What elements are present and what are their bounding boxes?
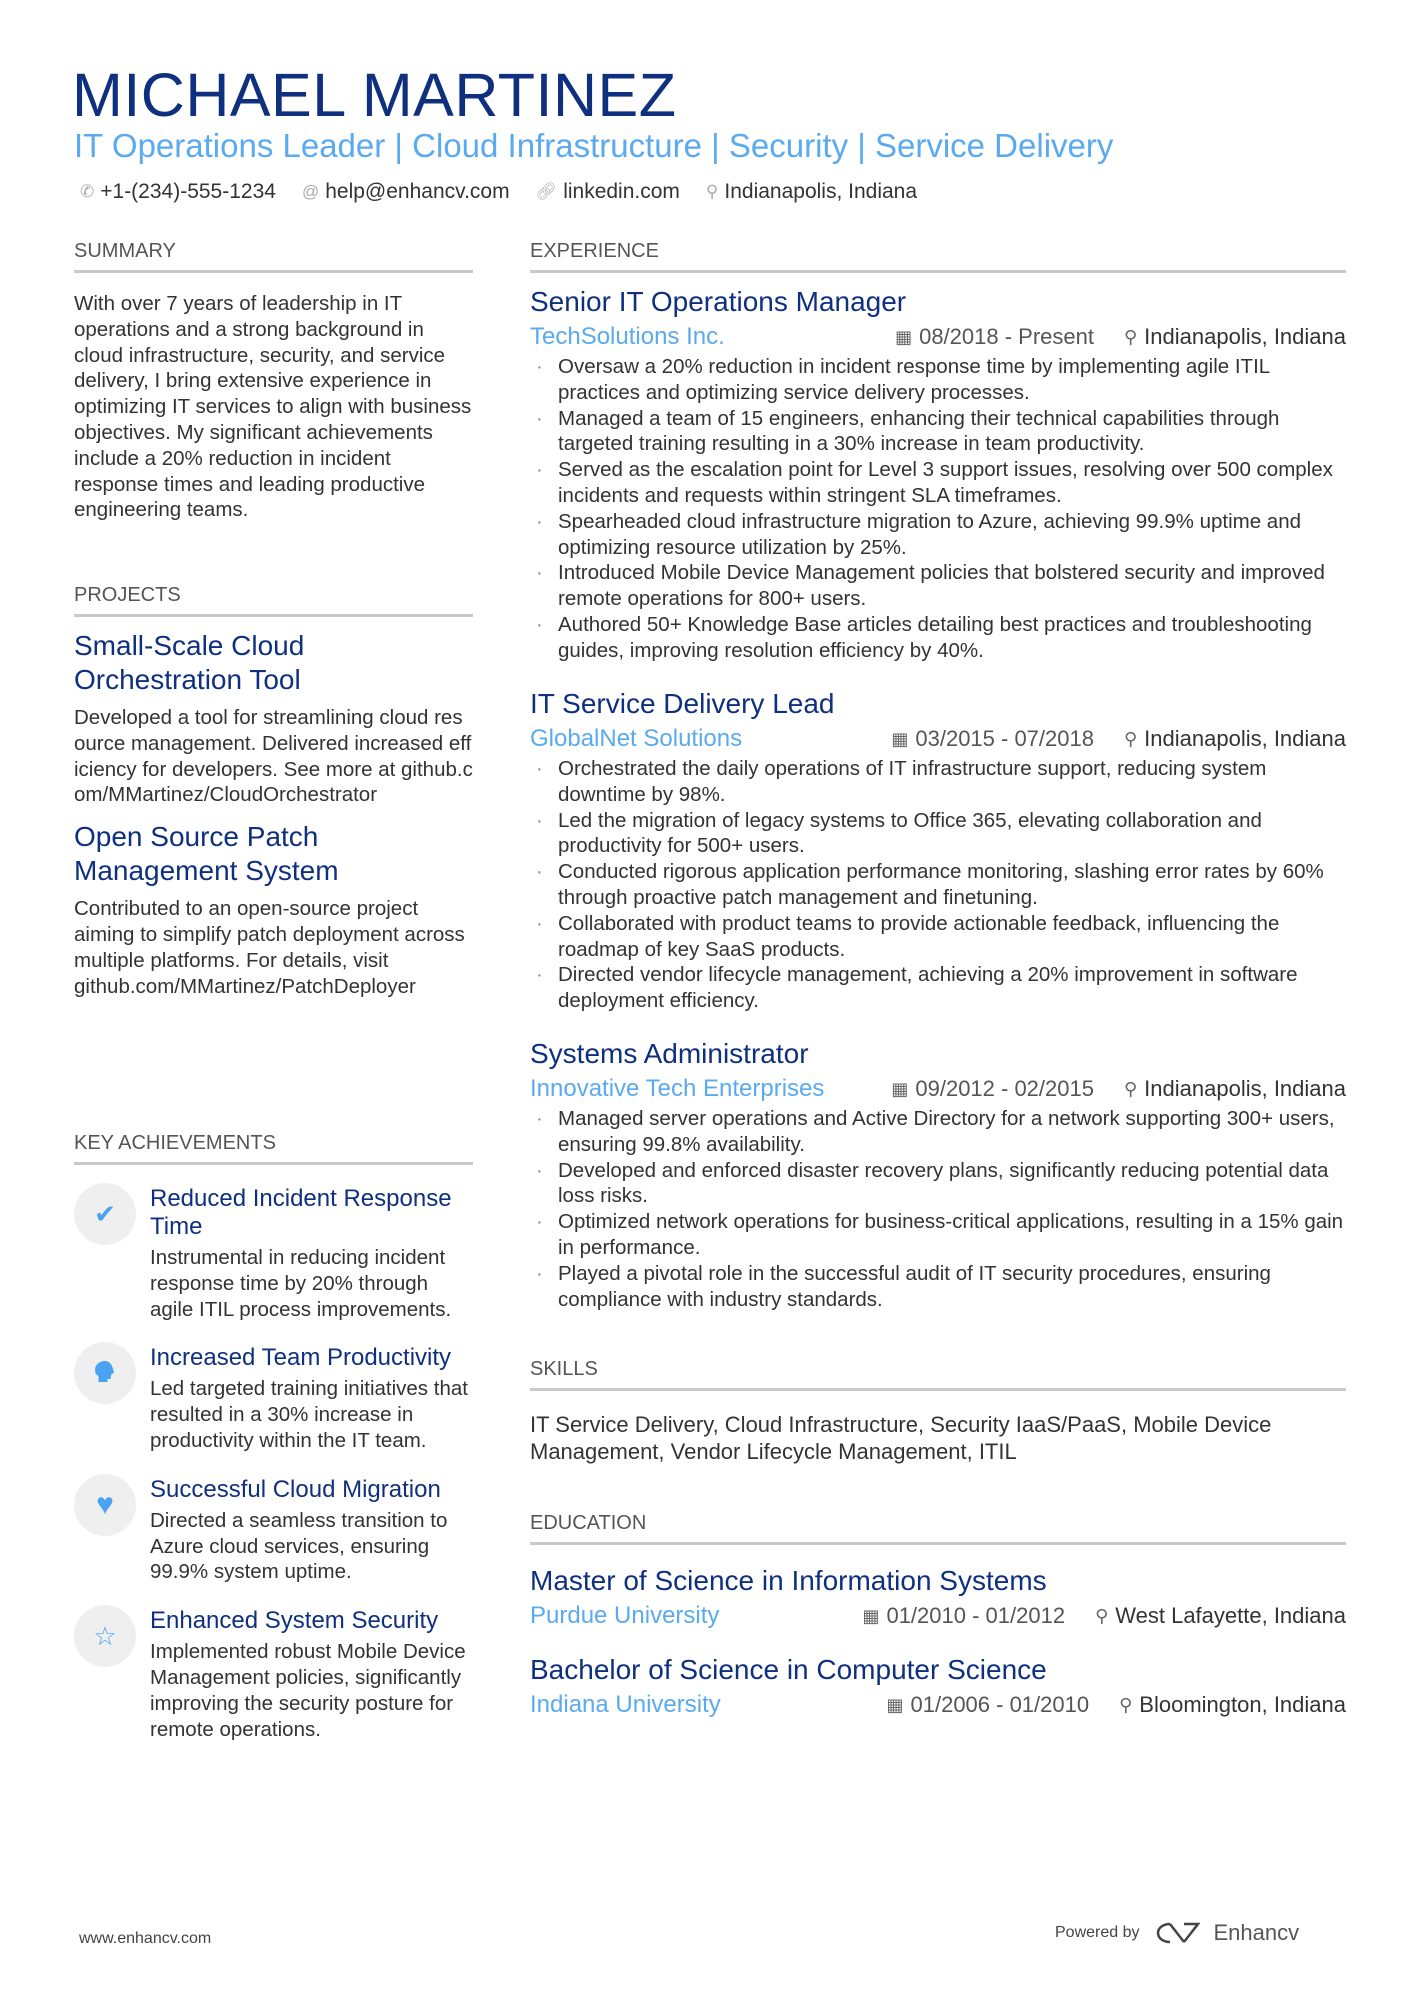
skills-section bbox=[530, 1356, 1346, 1465]
education-location bbox=[1119, 1688, 1346, 1722]
contact-location bbox=[706, 176, 917, 208]
project-item bbox=[74, 820, 473, 999]
bullet: · Orchestrated the daily operations of IT infrastructure support, reducing system downtime by 98%. bbox=[530, 756, 1346, 808]
candidate-title: IT Operations Leader | Cloud Infrastructure | Security | Service Delivery bbox=[74, 127, 1114, 164]
contact-linkedin[interactable] bbox=[536, 176, 680, 208]
bullet: · Served as the escalation point for Level 3 support issues, resolving over 500 complex incidents and requests within stringent SLA timeframes. bbox=[530, 457, 1346, 509]
bullet: · Directed vendor lifecycle management, achieving a 20% improvement in software deployment efficiency. bbox=[530, 962, 1346, 1014]
brain-head-icon bbox=[74, 1342, 136, 1404]
achievement-title: Reduced Incident Response Time bbox=[150, 1185, 452, 1240]
footer-powered-by bbox=[1055, 1920, 1299, 1946]
bullet: · Spearheaded cloud infrastructure migration to Azure, achieving 99.9% uptime and optimizing resource utilization by 25%. bbox=[530, 509, 1346, 561]
location-text: Indianapolis, Indiana bbox=[1144, 726, 1346, 751]
education-location bbox=[1095, 1599, 1346, 1633]
location-text: Indianapolis, Indiana bbox=[1144, 1076, 1346, 1101]
checkmark-icon: ✔ bbox=[74, 1183, 136, 1245]
footer-website[interactable]: www.enhancv.com bbox=[79, 1930, 212, 1947]
phone-text: +1-(234)-555-1234 bbox=[100, 180, 276, 203]
achievement-description: Directed a seamless transition to Azure cloud services, ensuring 99.9% system uptime. bbox=[150, 1508, 448, 1584]
bullet: · Oversaw a 20% reduction in incident response time by implementing agile ITIL practices and optimizing service delivery processes. bbox=[530, 354, 1346, 406]
job-meta bbox=[530, 320, 1346, 354]
education-item bbox=[530, 1563, 1346, 1633]
section-heading: SKILLS bbox=[530, 1356, 1346, 1391]
job-meta bbox=[530, 1072, 1346, 1106]
email-text[interactable]: help@enhancv.com bbox=[325, 180, 510, 203]
skills-text: IT Service Delivery, Cloud Infrastructure, Security IaaS/PaaS, Mobile Device Management, Vendor Lifecycle Management, ITIL bbox=[530, 1412, 1272, 1464]
location-icon: ⚲ bbox=[1123, 729, 1138, 749]
degree-title: Bachelor of Science in Computer Science bbox=[530, 1654, 1047, 1685]
job-location bbox=[1124, 722, 1346, 756]
location-icon: ⚲ bbox=[1123, 327, 1138, 347]
job-entry bbox=[530, 284, 1346, 664]
dates-text: 08/2018 - Present bbox=[919, 324, 1094, 349]
candidate-name: MICHAEL MARTINEZ bbox=[72, 61, 677, 129]
at-icon: @ bbox=[301, 182, 320, 201]
section-heading: PROJECTS bbox=[74, 582, 473, 617]
education-meta bbox=[530, 1688, 1346, 1722]
location-text: Indianapolis, Indiana bbox=[1144, 324, 1346, 349]
location-icon: ⚲ bbox=[1123, 1079, 1138, 1099]
calendar-icon: ▦ bbox=[886, 1695, 904, 1715]
star-icon: ☆ bbox=[74, 1605, 136, 1667]
job-title: IT Service Delivery Lead bbox=[530, 688, 835, 719]
link-icon: 🔗︎ bbox=[535, 182, 558, 201]
job-dates bbox=[891, 1072, 1094, 1106]
project-description: Contributed to an open-source project aiming to simplify patch deployment across multiple platforms. For details, visit github.com/MMartinez/PatchDeployer bbox=[74, 897, 465, 998]
location-text: West Lafayette, Indiana bbox=[1115, 1603, 1346, 1628]
project-title: Small-Scale Cloud Orchestration Tool bbox=[74, 630, 305, 695]
contact-phone bbox=[80, 176, 276, 208]
bullet: · Authored 50+ Knowledge Base articles detailing best practices and troubleshooting guides, improving resolution efficiency by 40%. bbox=[530, 612, 1346, 664]
dates-text: 09/2012 - 02/2015 bbox=[915, 1076, 1094, 1101]
heart-icon: ♥ bbox=[74, 1474, 136, 1536]
location-icon: ⚲ bbox=[1095, 1606, 1109, 1626]
project-description: Developed a tool for streamlining cloud resource management. Delivered increased efficiency for developers. See more at github.com/MMartinez/CloudOrchestrator bbox=[74, 706, 473, 807]
linkedin-text[interactable]: linkedin.com bbox=[563, 180, 680, 203]
powered-by-text: Powered by bbox=[1055, 1924, 1140, 1941]
achievement-item bbox=[74, 1476, 473, 1585]
dates-text: 01/2010 - 01/2012 bbox=[886, 1603, 1066, 1628]
company-name: TechSolutions Inc. bbox=[530, 323, 725, 350]
calendar-icon: ▦ bbox=[891, 1079, 909, 1099]
section-heading: EXPERIENCE bbox=[530, 238, 1346, 273]
job-bullets bbox=[530, 354, 1346, 664]
education-item bbox=[530, 1652, 1346, 1722]
contact-bar bbox=[80, 176, 917, 208]
job-meta bbox=[530, 722, 1346, 756]
bullet: · Optimized network operations for business-critical applications, resulting in a 15% gain in performance. bbox=[530, 1209, 1346, 1261]
calendar-icon: ▦ bbox=[895, 327, 913, 347]
section-heading: KEY ACHIEVEMENTS bbox=[74, 1130, 473, 1165]
dates-text: 03/2015 - 07/2018 bbox=[915, 726, 1094, 751]
education-meta bbox=[530, 1599, 1346, 1633]
section-heading: EDUCATION bbox=[530, 1510, 1346, 1545]
location-icon: ⚲ bbox=[1119, 1695, 1133, 1715]
summary-text: With over 7 years of leadership in IT operations and a strong background in cloud infrastructure, security, and service delivery, I bring extensive experience in optimizing IT services to align with business objectives. My significant achievements include a 20% reduction in incident response times and leading productive engineering teams. bbox=[74, 292, 472, 522]
job-bullets bbox=[530, 1106, 1346, 1312]
projects-section bbox=[74, 582, 473, 999]
job-bullets bbox=[530, 756, 1346, 1014]
contact-email[interactable] bbox=[302, 176, 510, 208]
achievement-description: Led targeted training initiatives that resulted in a 30% increase in productivity within the IT team. bbox=[150, 1377, 468, 1452]
location-text: Indianapolis, Indiana bbox=[724, 180, 918, 203]
job-entry bbox=[530, 1036, 1346, 1312]
company-name: GlobalNet Solutions bbox=[530, 725, 743, 752]
achievement-description: Instrumental in reducing incident response time by 20% through agile ITIL process improvements. bbox=[150, 1246, 452, 1321]
achievement-description: Implemented robust Mobile Device Management policies, significantly improving the security posture for remote operations. bbox=[150, 1640, 466, 1741]
project-title: Open Source Patch Management System bbox=[74, 821, 339, 887]
location-icon: ⚲ bbox=[705, 182, 719, 201]
section-heading: SUMMARY bbox=[74, 238, 473, 273]
calendar-icon: ▦ bbox=[891, 729, 909, 749]
bullet: · Led the migration of legacy systems to Office 365, elevating collaboration and productivity for 500+ users. bbox=[530, 808, 1346, 860]
job-dates bbox=[895, 320, 1094, 354]
location-text: Bloomington, Indiana bbox=[1139, 1692, 1346, 1717]
job-dates bbox=[891, 722, 1094, 756]
education-dates bbox=[862, 1599, 1065, 1633]
school-name: Purdue University bbox=[530, 1602, 720, 1629]
dates-text: 01/2006 - 01/2010 bbox=[910, 1692, 1090, 1717]
bullet: · Conducted rigorous application performance monitoring, slashing error rates by 60% through proactive patch management and finetuning. bbox=[530, 859, 1346, 911]
job-title: Systems Administrator bbox=[530, 1038, 809, 1069]
bullet: · Managed a team of 15 engineers, enhancing their technical capabilities through targeted training resulting in a 30% increase in team productivity. bbox=[530, 406, 1346, 458]
job-location bbox=[1124, 1072, 1346, 1106]
job-title: Senior IT Operations Manager bbox=[530, 286, 907, 317]
job-entry bbox=[530, 686, 1346, 1014]
degree-title: Master of Science in Information Systems bbox=[530, 1565, 1047, 1596]
bullet: · Developed and enforced disaster recovery plans, significantly reducing potential data loss risks. bbox=[530, 1158, 1346, 1210]
enhancv-logo-icon bbox=[1154, 1920, 1200, 1946]
brand-name: Enhancv bbox=[1213, 1920, 1300, 1945]
achievement-title: Enhanced System Security bbox=[150, 1607, 439, 1635]
achievement-item bbox=[74, 1185, 473, 1322]
achievement-item bbox=[74, 1344, 473, 1453]
achievements-section bbox=[74, 1130, 473, 1742]
bullet: · Introduced Mobile Device Management policies that bolstered security and improved remote operations for 800+ users. bbox=[530, 560, 1346, 612]
education-section bbox=[530, 1510, 1346, 1722]
achievement-title: Increased Team Productivity bbox=[150, 1344, 452, 1372]
company-name: Innovative Tech Enterprises bbox=[530, 1075, 825, 1102]
calendar-icon: ▦ bbox=[862, 1606, 880, 1626]
bullet: · Played a pivotal role in the successful audit of IT security procedures, ensuring compliance with industry standards. bbox=[530, 1261, 1346, 1313]
bullet: · Collaborated with product teams to provide actionable feedback, influencing the roadmap of key SaaS products. bbox=[530, 911, 1346, 963]
phone-icon: ✆ bbox=[80, 182, 95, 201]
summary-section bbox=[74, 238, 473, 523]
school-name: Indiana University bbox=[530, 1691, 721, 1718]
project-item bbox=[74, 629, 473, 808]
education-dates bbox=[886, 1688, 1089, 1722]
job-location bbox=[1124, 320, 1346, 354]
bullet: · Managed server operations and Active Directory for a network supporting 300+ users, ensuring 99.8% availability. bbox=[530, 1106, 1346, 1158]
achievement-item bbox=[74, 1607, 473, 1742]
achievement-title: Successful Cloud Migration bbox=[150, 1475, 441, 1503]
experience-section bbox=[530, 238, 1346, 273]
